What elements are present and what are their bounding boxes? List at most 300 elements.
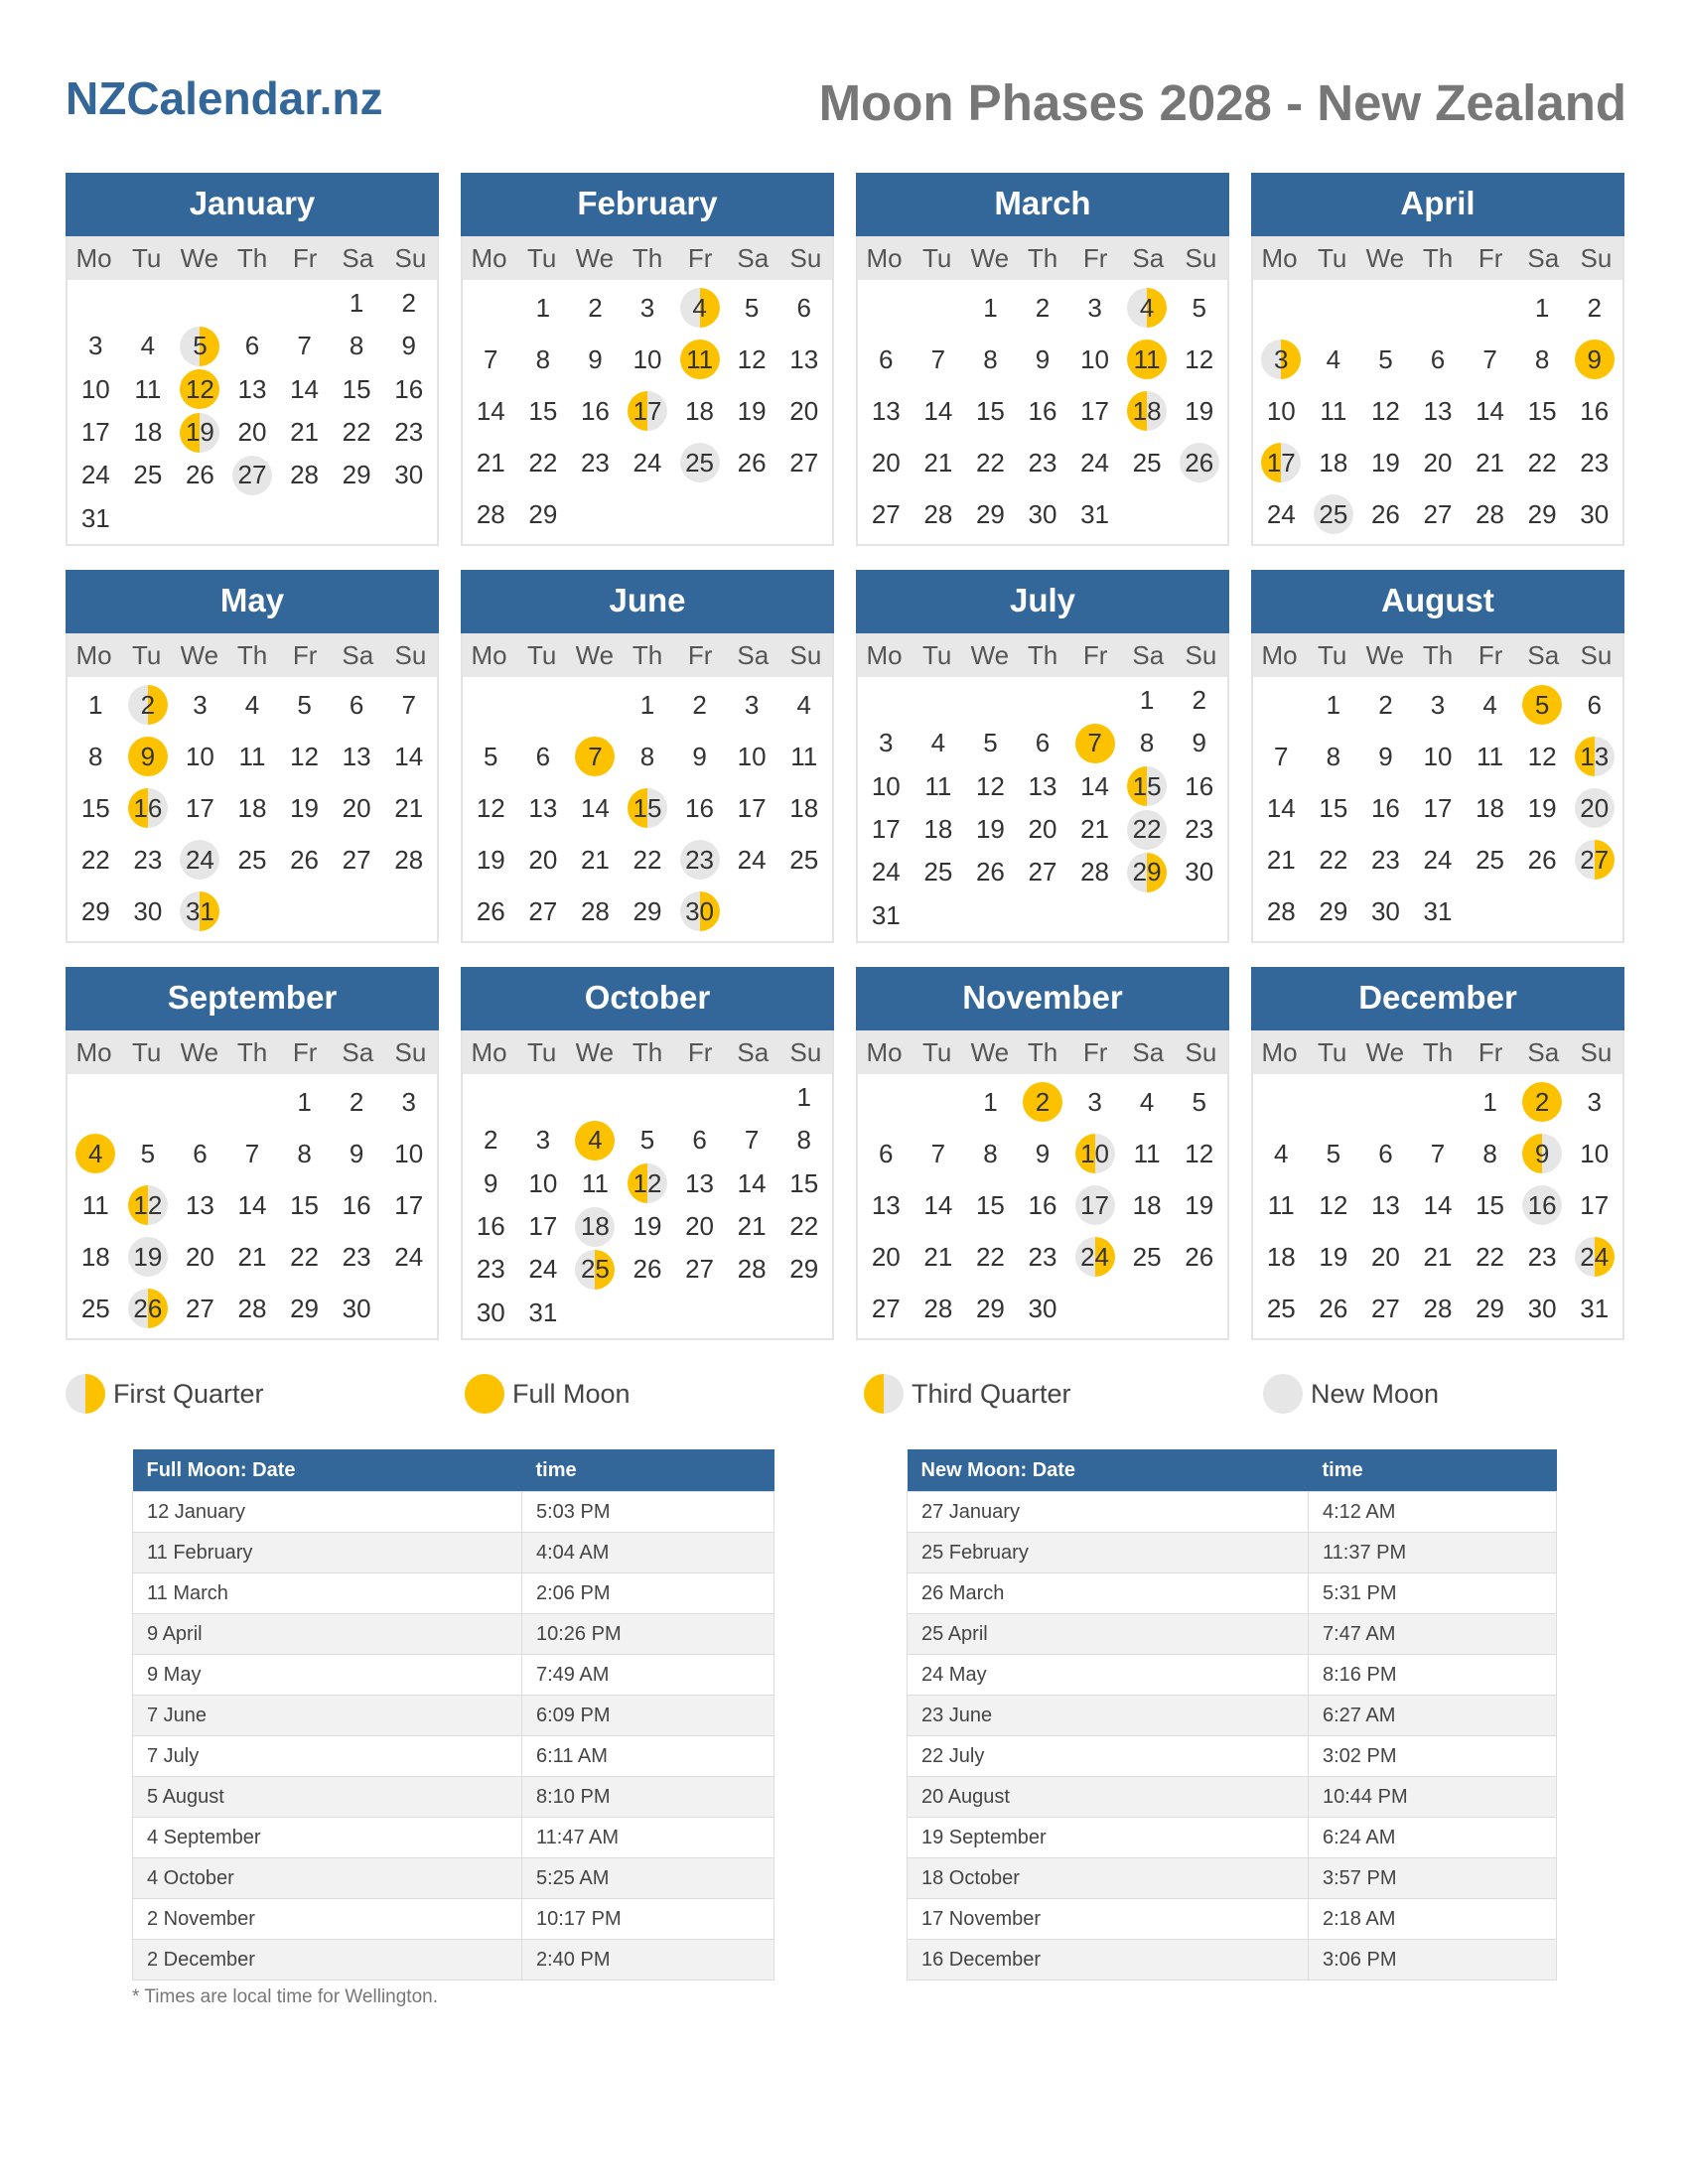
day-cell[interactable] <box>622 886 674 937</box>
day-cell[interactable] <box>622 731 674 782</box>
day-cell[interactable] <box>1255 1283 1308 1334</box>
day-cell[interactable] <box>174 679 226 731</box>
day-cell[interactable] <box>465 1292 517 1334</box>
day-cell[interactable] <box>1173 1128 1225 1179</box>
day-cell[interactable] <box>517 282 570 334</box>
day-cell[interactable] <box>622 1248 674 1291</box>
day-cell[interactable] <box>1412 1231 1465 1283</box>
day-cell[interactable] <box>964 851 1017 893</box>
day-cell[interactable] <box>331 1231 383 1283</box>
day-cell[interactable] <box>1121 1128 1174 1179</box>
day-cell[interactable] <box>1173 722 1225 764</box>
day-cell[interactable] <box>777 731 830 782</box>
day-cell[interactable] <box>1017 1179 1069 1231</box>
day-cell[interactable] <box>1017 1231 1069 1283</box>
day-cell[interactable] <box>1412 834 1465 886</box>
day-cell[interactable] <box>726 1248 778 1291</box>
day-cell[interactable] <box>465 334 517 385</box>
day-cell[interactable] <box>1568 1128 1620 1179</box>
day-cell[interactable] <box>964 488 1017 540</box>
day-cell[interactable] <box>517 488 570 540</box>
day-cell[interactable] <box>1121 385 1174 437</box>
day-cell[interactable] <box>726 679 778 731</box>
day-cell[interactable] <box>1308 334 1360 385</box>
day-cell[interactable] <box>964 1179 1017 1231</box>
day-cell[interactable] <box>673 834 726 886</box>
day-cell[interactable] <box>174 454 226 496</box>
day-cell[interactable] <box>465 886 517 937</box>
day-cell[interactable] <box>1068 1231 1121 1283</box>
day-cell[interactable] <box>1308 731 1360 782</box>
day-cell[interactable] <box>465 782 517 834</box>
day-cell[interactable] <box>1121 282 1174 334</box>
day-cell[interactable] <box>278 782 331 834</box>
day-cell[interactable] <box>517 782 570 834</box>
day-cell[interactable] <box>122 325 175 367</box>
day-cell[interactable] <box>913 1179 965 1231</box>
day-cell[interactable] <box>226 1231 279 1283</box>
day-cell[interactable] <box>1464 1076 1516 1128</box>
day-cell[interactable] <box>1359 731 1412 782</box>
day-cell[interactable] <box>673 679 726 731</box>
day-cell[interactable] <box>1568 1231 1620 1283</box>
day-cell[interactable] <box>1516 782 1569 834</box>
day-cell[interactable] <box>1017 1076 1069 1128</box>
day-cell[interactable] <box>1516 1076 1569 1128</box>
day-cell[interactable] <box>70 886 122 937</box>
day-cell[interactable] <box>569 437 622 488</box>
day-cell[interactable] <box>1516 1231 1569 1283</box>
day-cell[interactable] <box>1121 679 1174 722</box>
day-cell[interactable] <box>174 834 226 886</box>
day-cell[interactable] <box>1516 385 1569 437</box>
day-cell[interactable] <box>1068 385 1121 437</box>
day-cell[interactable] <box>1308 385 1360 437</box>
day-cell[interactable] <box>964 385 1017 437</box>
day-cell[interactable] <box>70 325 122 367</box>
day-cell[interactable] <box>726 731 778 782</box>
day-cell[interactable] <box>777 834 830 886</box>
day-cell[interactable] <box>913 437 965 488</box>
day-cell[interactable] <box>673 1119 726 1161</box>
day-cell[interactable] <box>726 834 778 886</box>
day-cell[interactable] <box>382 679 435 731</box>
day-cell[interactable] <box>1412 334 1465 385</box>
day-cell[interactable] <box>1017 851 1069 893</box>
day-cell[interactable] <box>777 782 830 834</box>
day-cell[interactable] <box>122 886 175 937</box>
day-cell[interactable] <box>1412 437 1465 488</box>
day-cell[interactable] <box>1308 886 1360 937</box>
day-cell[interactable] <box>622 385 674 437</box>
day-cell[interactable] <box>1121 1231 1174 1283</box>
day-cell[interactable] <box>913 334 965 385</box>
day-cell[interactable] <box>1359 1179 1412 1231</box>
day-cell[interactable] <box>1464 782 1516 834</box>
day-cell[interactable] <box>226 782 279 834</box>
day-cell[interactable] <box>1516 437 1569 488</box>
day-cell[interactable] <box>777 1248 830 1291</box>
day-cell[interactable] <box>174 731 226 782</box>
day-cell[interactable] <box>517 1162 570 1205</box>
day-cell[interactable] <box>70 454 122 496</box>
day-cell[interactable] <box>1412 385 1465 437</box>
day-cell[interactable] <box>913 385 965 437</box>
day-cell[interactable] <box>70 411 122 454</box>
day-cell[interactable] <box>569 282 622 334</box>
day-cell[interactable] <box>1568 282 1620 334</box>
day-cell[interactable] <box>174 368 226 411</box>
day-cell[interactable] <box>673 334 726 385</box>
day-cell[interactable] <box>860 851 913 893</box>
day-cell[interactable] <box>622 679 674 731</box>
day-cell[interactable] <box>1412 1128 1465 1179</box>
day-cell[interactable] <box>860 1179 913 1231</box>
day-cell[interactable] <box>673 282 726 334</box>
day-cell[interactable] <box>517 334 570 385</box>
day-cell[interactable] <box>1121 437 1174 488</box>
day-cell[interactable] <box>1068 808 1121 851</box>
day-cell[interactable] <box>1412 782 1465 834</box>
day-cell[interactable] <box>1359 834 1412 886</box>
day-cell[interactable] <box>1017 808 1069 851</box>
day-cell[interactable] <box>673 1205 726 1248</box>
day-cell[interactable] <box>1121 334 1174 385</box>
day-cell[interactable] <box>673 437 726 488</box>
day-cell[interactable] <box>1516 488 1569 540</box>
day-cell[interactable] <box>622 834 674 886</box>
day-cell[interactable] <box>1173 1179 1225 1231</box>
day-cell[interactable] <box>1173 851 1225 893</box>
day-cell[interactable] <box>860 765 913 808</box>
day-cell[interactable] <box>913 488 965 540</box>
day-cell[interactable] <box>1068 488 1121 540</box>
day-cell[interactable] <box>1173 765 1225 808</box>
day-cell[interactable] <box>1068 1076 1121 1128</box>
day-cell[interactable] <box>860 385 913 437</box>
day-cell[interactable] <box>1017 437 1069 488</box>
day-cell[interactable] <box>1308 437 1360 488</box>
day-cell[interactable] <box>726 437 778 488</box>
day-cell[interactable] <box>1121 1076 1174 1128</box>
day-cell[interactable] <box>331 368 383 411</box>
day-cell[interactable] <box>1255 437 1308 488</box>
day-cell[interactable] <box>622 437 674 488</box>
day-cell[interactable] <box>1173 437 1225 488</box>
day-cell[interactable] <box>226 454 279 496</box>
day-cell[interactable] <box>122 454 175 496</box>
day-cell[interactable] <box>278 411 331 454</box>
day-cell[interactable] <box>1464 679 1516 731</box>
day-cell[interactable] <box>1516 834 1569 886</box>
day-cell[interactable] <box>1568 437 1620 488</box>
day-cell[interactable] <box>226 325 279 367</box>
day-cell[interactable] <box>622 334 674 385</box>
day-cell[interactable] <box>1516 1283 1569 1334</box>
day-cell[interactable] <box>569 731 622 782</box>
day-cell[interactable] <box>1173 334 1225 385</box>
day-cell[interactable] <box>278 834 331 886</box>
day-cell[interactable] <box>226 834 279 886</box>
day-cell[interactable] <box>622 1162 674 1205</box>
day-cell[interactable] <box>1464 488 1516 540</box>
day-cell[interactable] <box>1255 886 1308 937</box>
day-cell[interactable] <box>964 437 1017 488</box>
day-cell[interactable] <box>1359 385 1412 437</box>
day-cell[interactable] <box>1308 1128 1360 1179</box>
day-cell[interactable] <box>1412 679 1465 731</box>
day-cell[interactable] <box>1308 1179 1360 1231</box>
day-cell[interactable] <box>1068 722 1121 764</box>
day-cell[interactable] <box>777 334 830 385</box>
day-cell[interactable] <box>569 1162 622 1205</box>
day-cell[interactable] <box>964 1283 1017 1334</box>
day-cell[interactable] <box>1308 1283 1360 1334</box>
day-cell[interactable] <box>331 282 383 325</box>
day-cell[interactable] <box>122 1231 175 1283</box>
day-cell[interactable] <box>860 437 913 488</box>
day-cell[interactable] <box>1359 488 1412 540</box>
day-cell[interactable] <box>1412 731 1465 782</box>
day-cell[interactable] <box>1568 1283 1620 1334</box>
day-cell[interactable] <box>726 282 778 334</box>
day-cell[interactable] <box>465 385 517 437</box>
day-cell[interactable] <box>964 1231 1017 1283</box>
day-cell[interactable] <box>777 1205 830 1248</box>
day-cell[interactable] <box>1412 886 1465 937</box>
day-cell[interactable] <box>70 1231 122 1283</box>
day-cell[interactable] <box>1173 1076 1225 1128</box>
day-cell[interactable] <box>860 894 913 937</box>
day-cell[interactable] <box>569 385 622 437</box>
day-cell[interactable] <box>673 886 726 937</box>
day-cell[interactable] <box>465 1162 517 1205</box>
day-cell[interactable] <box>1068 1179 1121 1231</box>
day-cell[interactable] <box>860 808 913 851</box>
day-cell[interactable] <box>465 488 517 540</box>
day-cell[interactable] <box>465 437 517 488</box>
day-cell[interactable] <box>1516 731 1569 782</box>
day-cell[interactable] <box>331 454 383 496</box>
day-cell[interactable] <box>1308 488 1360 540</box>
day-cell[interactable] <box>70 782 122 834</box>
day-cell[interactable] <box>1068 437 1121 488</box>
day-cell[interactable] <box>382 1231 435 1283</box>
day-cell[interactable] <box>1359 1283 1412 1334</box>
site-brand[interactable]: NZCalendar.nz <box>66 72 383 124</box>
day-cell[interactable] <box>465 834 517 886</box>
day-cell[interactable] <box>1464 437 1516 488</box>
day-cell[interactable] <box>777 437 830 488</box>
day-cell[interactable] <box>726 1205 778 1248</box>
day-cell[interactable] <box>70 834 122 886</box>
day-cell[interactable] <box>70 731 122 782</box>
day-cell[interactable] <box>673 1162 726 1205</box>
day-cell[interactable] <box>569 1248 622 1291</box>
day-cell[interactable] <box>122 1179 175 1231</box>
day-cell[interactable] <box>622 1119 674 1161</box>
day-cell[interactable] <box>278 368 331 411</box>
day-cell[interactable] <box>1255 1128 1308 1179</box>
day-cell[interactable] <box>569 1119 622 1161</box>
day-cell[interactable] <box>278 1076 331 1128</box>
day-cell[interactable] <box>70 1128 122 1179</box>
day-cell[interactable] <box>331 1283 383 1334</box>
day-cell[interactable] <box>1255 1179 1308 1231</box>
day-cell[interactable] <box>1464 1231 1516 1283</box>
day-cell[interactable] <box>1173 679 1225 722</box>
day-cell[interactable] <box>1308 1231 1360 1283</box>
day-cell[interactable] <box>70 1179 122 1231</box>
day-cell[interactable] <box>1568 385 1620 437</box>
day-cell[interactable] <box>226 1179 279 1231</box>
day-cell[interactable] <box>331 1179 383 1231</box>
day-cell[interactable] <box>382 411 435 454</box>
day-cell[interactable] <box>1121 765 1174 808</box>
day-cell[interactable] <box>1359 886 1412 937</box>
day-cell[interactable] <box>174 411 226 454</box>
day-cell[interactable] <box>569 1205 622 1248</box>
day-cell[interactable] <box>860 334 913 385</box>
day-cell[interactable] <box>964 282 1017 334</box>
day-cell[interactable] <box>517 1119 570 1161</box>
day-cell[interactable] <box>1464 1128 1516 1179</box>
day-cell[interactable] <box>517 385 570 437</box>
day-cell[interactable] <box>1359 334 1412 385</box>
day-cell[interactable] <box>174 1231 226 1283</box>
day-cell[interactable] <box>569 834 622 886</box>
day-cell[interactable] <box>1568 731 1620 782</box>
day-cell[interactable] <box>331 834 383 886</box>
day-cell[interactable] <box>1121 808 1174 851</box>
day-cell[interactable] <box>1568 1076 1620 1128</box>
day-cell[interactable] <box>517 1248 570 1291</box>
day-cell[interactable] <box>1173 1231 1225 1283</box>
day-cell[interactable] <box>278 679 331 731</box>
day-cell[interactable] <box>1412 488 1465 540</box>
day-cell[interactable] <box>226 679 279 731</box>
day-cell[interactable] <box>673 385 726 437</box>
day-cell[interactable] <box>226 411 279 454</box>
day-cell[interactable] <box>860 488 913 540</box>
day-cell[interactable] <box>913 851 965 893</box>
day-cell[interactable] <box>1568 834 1620 886</box>
day-cell[interactable] <box>1068 1128 1121 1179</box>
day-cell[interactable] <box>331 679 383 731</box>
day-cell[interactable] <box>1412 1179 1465 1231</box>
day-cell[interactable] <box>1568 782 1620 834</box>
day-cell[interactable] <box>278 325 331 367</box>
day-cell[interactable] <box>1121 1179 1174 1231</box>
day-cell[interactable] <box>777 1076 830 1119</box>
day-cell[interactable] <box>70 497 122 540</box>
day-cell[interactable] <box>913 808 965 851</box>
day-cell[interactable] <box>913 722 965 764</box>
day-cell[interactable] <box>1464 1283 1516 1334</box>
day-cell[interactable] <box>122 411 175 454</box>
day-cell[interactable] <box>122 368 175 411</box>
day-cell[interactable] <box>382 1128 435 1179</box>
day-cell[interactable] <box>569 782 622 834</box>
day-cell[interactable] <box>726 1162 778 1205</box>
day-cell[interactable] <box>465 1205 517 1248</box>
day-cell[interactable] <box>777 1119 830 1161</box>
day-cell[interactable] <box>860 1128 913 1179</box>
day-cell[interactable] <box>70 1283 122 1334</box>
day-cell[interactable] <box>70 368 122 411</box>
day-cell[interactable] <box>517 437 570 488</box>
day-cell[interactable] <box>331 782 383 834</box>
day-cell[interactable] <box>278 731 331 782</box>
day-cell[interactable] <box>1173 808 1225 851</box>
day-cell[interactable] <box>382 834 435 886</box>
day-cell[interactable] <box>382 731 435 782</box>
day-cell[interactable] <box>1516 679 1569 731</box>
day-cell[interactable] <box>1359 1128 1412 1179</box>
day-cell[interactable] <box>278 1283 331 1334</box>
day-cell[interactable] <box>517 834 570 886</box>
day-cell[interactable] <box>70 679 122 731</box>
day-cell[interactable] <box>174 325 226 367</box>
day-cell[interactable] <box>726 334 778 385</box>
day-cell[interactable] <box>382 368 435 411</box>
day-cell[interactable] <box>860 1283 913 1334</box>
day-cell[interactable] <box>382 1076 435 1128</box>
day-cell[interactable] <box>278 1231 331 1283</box>
day-cell[interactable] <box>1464 834 1516 886</box>
day-cell[interactable] <box>517 731 570 782</box>
day-cell[interactable] <box>517 886 570 937</box>
day-cell[interactable] <box>913 1128 965 1179</box>
day-cell[interactable] <box>1568 488 1620 540</box>
day-cell[interactable] <box>1568 334 1620 385</box>
day-cell[interactable] <box>1359 679 1412 731</box>
day-cell[interactable] <box>1255 488 1308 540</box>
day-cell[interactable] <box>1255 385 1308 437</box>
day-cell[interactable] <box>382 325 435 367</box>
day-cell[interactable] <box>1308 679 1360 731</box>
day-cell[interactable] <box>226 368 279 411</box>
day-cell[interactable] <box>913 765 965 808</box>
day-cell[interactable] <box>1359 782 1412 834</box>
day-cell[interactable] <box>1568 1179 1620 1231</box>
day-cell[interactable] <box>1017 282 1069 334</box>
day-cell[interactable] <box>964 1076 1017 1128</box>
day-cell[interactable] <box>1121 722 1174 764</box>
day-cell[interactable] <box>726 385 778 437</box>
day-cell[interactable] <box>622 1205 674 1248</box>
day-cell[interactable] <box>622 782 674 834</box>
day-cell[interactable] <box>673 782 726 834</box>
day-cell[interactable] <box>622 282 674 334</box>
day-cell[interactable] <box>1121 851 1174 893</box>
day-cell[interactable] <box>226 731 279 782</box>
day-cell[interactable] <box>122 782 175 834</box>
day-cell[interactable] <box>465 1119 517 1161</box>
day-cell[interactable] <box>174 1128 226 1179</box>
day-cell[interactable] <box>1068 282 1121 334</box>
day-cell[interactable] <box>1255 782 1308 834</box>
day-cell[interactable] <box>1017 385 1069 437</box>
day-cell[interactable] <box>1464 1179 1516 1231</box>
day-cell[interactable] <box>913 1231 965 1283</box>
day-cell[interactable] <box>174 886 226 937</box>
day-cell[interactable] <box>673 1248 726 1291</box>
day-cell[interactable] <box>331 731 383 782</box>
day-cell[interactable] <box>964 808 1017 851</box>
day-cell[interactable] <box>1017 1128 1069 1179</box>
day-cell[interactable] <box>517 1292 570 1334</box>
